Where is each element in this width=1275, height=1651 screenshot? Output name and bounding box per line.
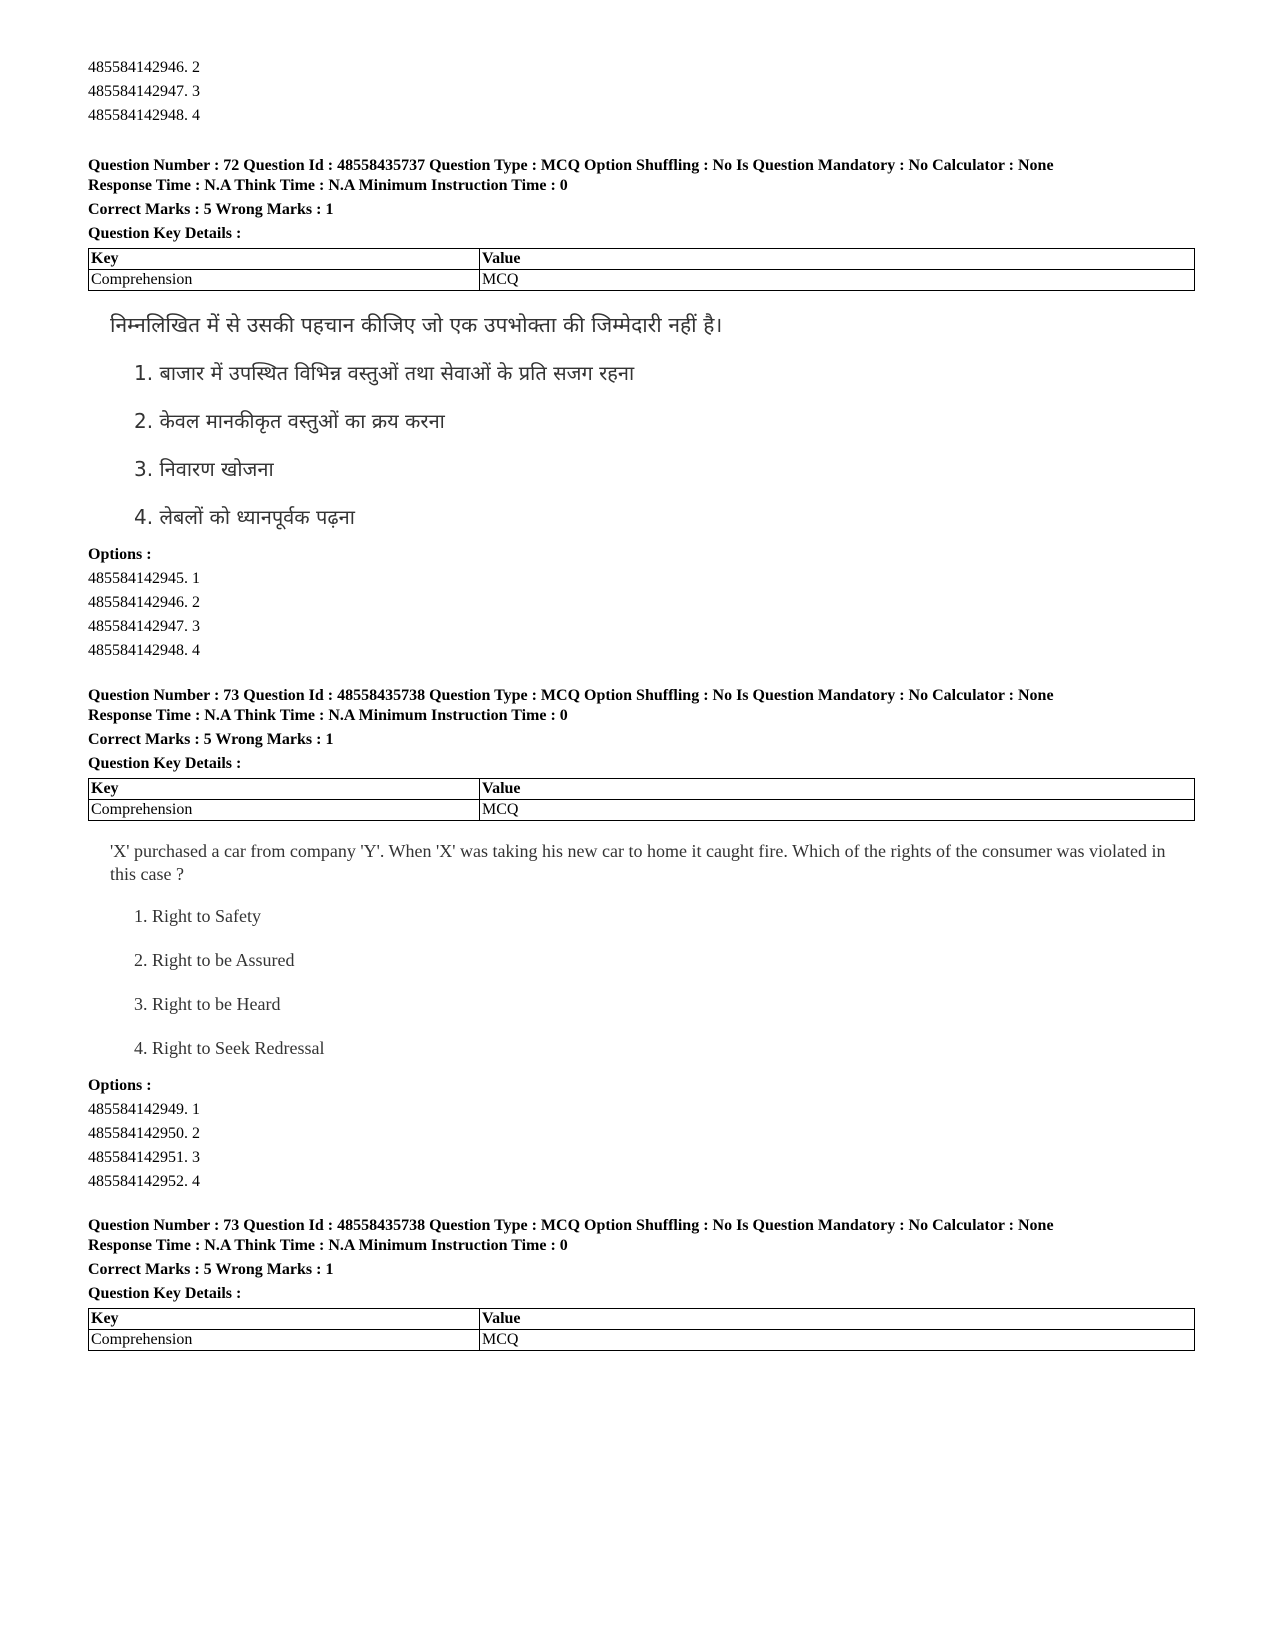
- question-key-details-label: Question Key Details :: [88, 755, 242, 772]
- table-header-row: [89, 1309, 1195, 1330]
- table-header-key: Key: [89, 249, 480, 270]
- question-timing-line: Response Time : N.A Think Time : N.A Minimum Instruction Time : 0: [88, 707, 568, 724]
- question-73-header: [88, 686, 1195, 821]
- question-key-table: [88, 248, 1195, 291]
- question-meta-line: Question Number : 72 Question Id : 48558435737 Question Type : MCQ Option Shuffling : No Is Question Mandatory : No Calculator : None: [88, 157, 1054, 174]
- table-cell-key: Comprehension: [89, 270, 480, 291]
- question-choice: 4. लेबलों को ध्यानपूर्वक पढ़ना: [134, 505, 355, 529]
- option-line: 485584142947. 3: [88, 618, 200, 635]
- option-line: 485584142948. 4: [88, 107, 200, 124]
- option-line: 485584142945. 1: [88, 570, 200, 587]
- table-row: [89, 270, 1195, 291]
- table-cell-key: Comprehension: [89, 1330, 480, 1351]
- question-choice: 4. Right to Seek Redressal: [134, 1038, 325, 1058]
- question-choice: 1. बाजार में उपस्थित विभिन्न वस्तुओं तथा सेवाओं के प्रति सजग रहना: [134, 361, 635, 385]
- question-72-header: [88, 156, 1195, 291]
- table-cell-value: MCQ: [480, 1330, 1195, 1351]
- table-row: [89, 1330, 1195, 1351]
- table-header-value: Value: [480, 1309, 1195, 1330]
- question-choice: 2. Right to be Assured: [134, 950, 295, 970]
- question-73-body: [110, 840, 1190, 1060]
- option-line: 485584142947. 3: [88, 83, 200, 100]
- option-line: 485584142948. 4: [88, 642, 200, 659]
- table-cell-value: MCQ: [480, 270, 1195, 291]
- question-choice: 3. निवारण खोजना: [134, 457, 274, 481]
- options-label: Options :: [88, 546, 152, 563]
- question-stem: निम्नलिखित में से उसकी पहचान कीजिए जो एक उपभोक्ता की जिम्मेदारी नहीं है।: [110, 313, 723, 337]
- table-cell-key: Comprehension: [89, 800, 480, 821]
- previous-options-list: [88, 56, 200, 128]
- question-72-options: [88, 543, 200, 663]
- option-line: 485584142950. 2: [88, 1125, 200, 1142]
- question-key-details-label: Question Key Details :: [88, 225, 242, 242]
- question-meta-line: Question Number : 73 Question Id : 48558435738 Question Type : MCQ Option Shuffling : No Is Question Mandatory : No Calculator : None: [88, 1217, 1054, 1234]
- option-line: 485584142951. 3: [88, 1149, 200, 1166]
- question-key-table: [88, 778, 1195, 821]
- question-marks-line: Correct Marks : 5 Wrong Marks : 1: [88, 1261, 334, 1278]
- option-line: 485584142952. 4: [88, 1173, 200, 1190]
- option-line: 485584142946. 2: [88, 59, 200, 76]
- question-meta-line: Question Number : 73 Question Id : 48558435738 Question Type : MCQ Option Shuffling : No Is Question Mandatory : No Calculator : None: [88, 687, 1054, 704]
- table-header-key: Key: [89, 779, 480, 800]
- question-73-options: [88, 1074, 200, 1194]
- question-choice: 3. Right to be Heard: [134, 994, 281, 1014]
- question-choice: 1. Right to Safety: [134, 906, 261, 926]
- question-marks-line: Correct Marks : 5 Wrong Marks : 1: [88, 201, 334, 218]
- question-72-body: [110, 310, 722, 532]
- table-header-row: [89, 249, 1195, 270]
- question-timing-line: Response Time : N.A Think Time : N.A Minimum Instruction Time : 0: [88, 177, 568, 194]
- table-header-row: [89, 779, 1195, 800]
- question-timing-line: Response Time : N.A Think Time : N.A Minimum Instruction Time : 0: [88, 1237, 568, 1254]
- option-line: 485584142949. 1: [88, 1101, 200, 1118]
- question-73-repeat-header: [88, 1216, 1195, 1351]
- table-header-key: Key: [89, 1309, 480, 1330]
- options-label: Options :: [88, 1077, 152, 1094]
- question-stem: 'X' purchased a car from company 'Y'. When 'X' was taking his new car to home it caught fire. Which of the rights of the consumer was violated in this case ?: [110, 841, 1166, 884]
- option-line: 485584142946. 2: [88, 594, 200, 611]
- table-cell-value: MCQ: [480, 800, 1195, 821]
- table-header-value: Value: [480, 779, 1195, 800]
- question-choice: 2. केवल मानकीकृत वस्तुओं का क्रय करना: [134, 409, 445, 433]
- table-row: [89, 800, 1195, 821]
- question-marks-line: Correct Marks : 5 Wrong Marks : 1: [88, 731, 334, 748]
- question-key-details-label: Question Key Details :: [88, 1285, 242, 1302]
- table-header-value: Value: [480, 249, 1195, 270]
- question-key-table: [88, 1308, 1195, 1351]
